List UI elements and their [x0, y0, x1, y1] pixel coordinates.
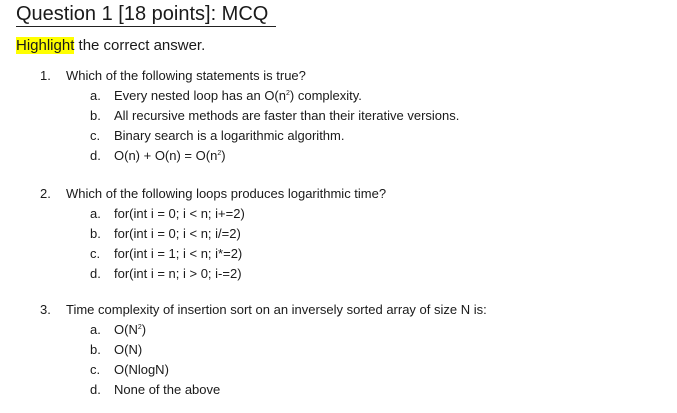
question-number: 3. — [40, 302, 51, 317]
question-1 — [40, 66, 459, 166]
question-number: 2. — [40, 186, 51, 201]
option-superscript: 2 — [137, 324, 142, 331]
option-3d[interactable] — [40, 380, 487, 400]
option-3c[interactable] — [40, 360, 487, 380]
option-text: O(N — [114, 322, 138, 337]
question-text: Which of the following loops produces logarithmic time? — [66, 186, 387, 201]
option-1d[interactable] — [40, 146, 459, 166]
option-text: None of the above — [114, 382, 221, 397]
highlighted-word: Highlight — [16, 37, 75, 54]
option-1c[interactable] — [40, 126, 459, 146]
question-2 — [40, 184, 386, 284]
instruction-text: the correct answer. — [74, 37, 206, 54]
option-text: O(NlogN) — [114, 362, 169, 377]
question-title: Question 1 [18 points]: MCQ — [16, 2, 276, 27]
option-3a[interactable] — [40, 320, 487, 340]
option-text-suffix: ) — [141, 322, 147, 337]
option-letter: a. — [90, 88, 101, 103]
option-text-suffix: ) complexity. — [289, 88, 362, 103]
option-3b[interactable] — [40, 340, 487, 360]
option-letter: d. — [90, 148, 101, 163]
option-letter: c. — [90, 362, 101, 377]
option-text: O(N) — [114, 342, 143, 357]
option-text: for(int i = 0; i < n; i+=2) — [114, 206, 245, 221]
option-2d[interactable] — [40, 264, 386, 284]
question-text: Time complexity of insertion sort on an inversely sorted array of size N is: — [66, 302, 487, 317]
option-letter: b. — [90, 226, 101, 241]
option-letter: b. — [90, 342, 101, 357]
option-letter: a. — [90, 322, 101, 337]
question-3 — [40, 300, 487, 400]
option-text: All recursive methods are faster than their iterative versions. — [114, 108, 460, 123]
option-text: Every nested loop has an O(n — [114, 88, 286, 103]
option-1b[interactable] — [40, 106, 459, 126]
option-text: Binary search is a logarithmic algorithm. — [114, 128, 345, 143]
option-text: for(int i = 0; i < n; i/=2) — [114, 226, 241, 241]
question-number: 1. — [40, 68, 51, 83]
option-text-suffix: ) — [221, 148, 226, 163]
option-superscript: 2 — [217, 150, 222, 157]
option-text: O(n) + O(n) = O(n — [114, 148, 218, 163]
question-text: Which of the following statements is true? — [66, 68, 306, 83]
option-1a[interactable] — [40, 86, 459, 106]
option-letter: d. — [90, 266, 101, 281]
option-letter: d. — [90, 382, 101, 397]
option-2a[interactable] — [40, 204, 386, 224]
option-letter: b. — [90, 108, 101, 123]
instruction-line — [16, 36, 205, 56]
option-superscript: 2 — [286, 90, 290, 97]
option-letter: a. — [90, 206, 101, 221]
option-2c[interactable] — [40, 244, 386, 264]
option-letter: c. — [90, 128, 101, 143]
option-text: for(int i = n; i > 0; i-=2) — [114, 266, 242, 281]
option-2b[interactable] — [40, 224, 386, 244]
option-text: for(int i = 1; i < n; i*=2) — [114, 246, 243, 261]
option-letter: c. — [90, 246, 101, 261]
